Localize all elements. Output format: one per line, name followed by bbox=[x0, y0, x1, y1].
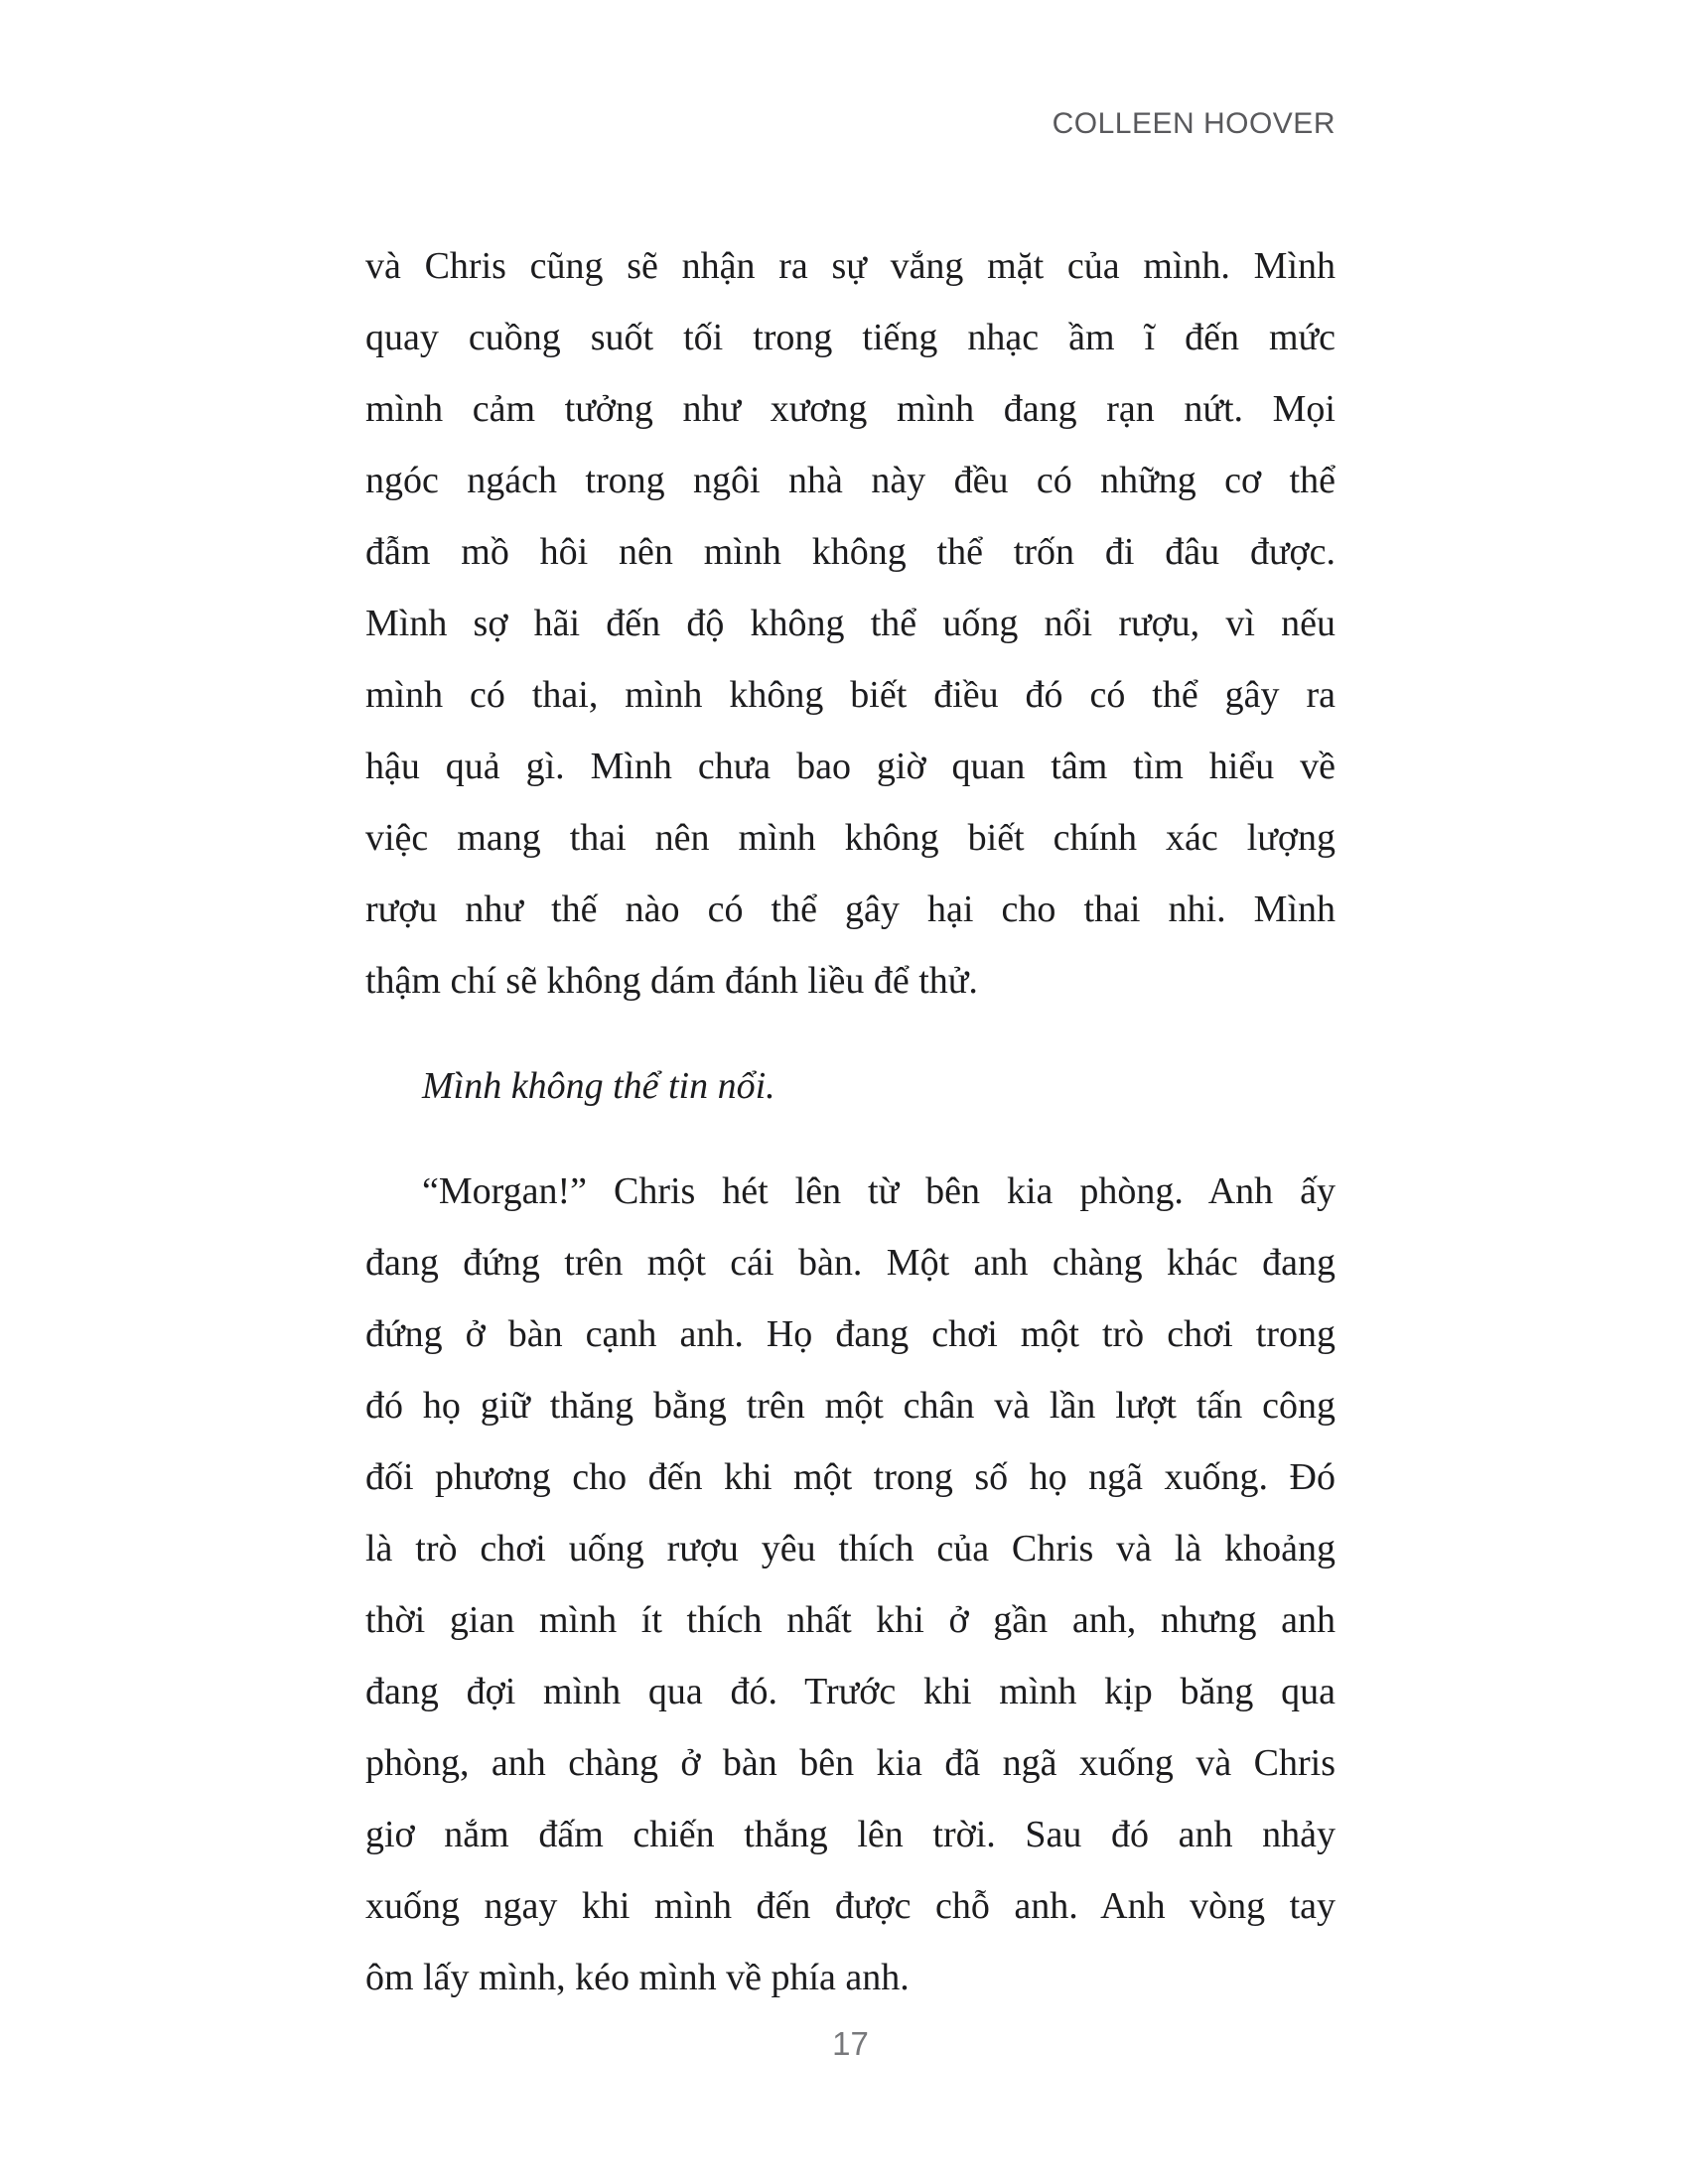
text-line: rượu như thế nào có thể gây hại cho thai nhi. Mình bbox=[365, 888, 1336, 930]
text-line: mình có thai, mình không biết điều đó có thể gây ra bbox=[365, 674, 1336, 716]
running-header: COLLEEN HOOVER bbox=[1052, 107, 1336, 140]
text-line: ôm lấy mình, kéo mình về phía anh. bbox=[365, 1957, 910, 1998]
text-line: hậu quả gì. Mình chưa bao giờ quan tâm tìm hiểu về bbox=[365, 746, 1336, 787]
text-line: thậm chí sẽ không dám đánh liều để thử. bbox=[365, 960, 978, 1002]
text-line: đối phương cho đến khi một trong số họ ngã xuống. Đó bbox=[365, 1456, 1336, 1498]
text-line: Mình sợ hãi đến độ không thể uống nổi rượu, vì nếu bbox=[365, 603, 1336, 644]
text-line: đẫm mồ hôi nên mình không thể trốn đi đâu được. bbox=[365, 531, 1336, 573]
paragraph bbox=[365, 1050, 1336, 1122]
paragraph bbox=[365, 230, 1336, 1017]
page-number: 17 bbox=[832, 2025, 869, 2062]
text-line: ngóc ngách trong ngôi nhà này đều có những cơ thể bbox=[365, 460, 1336, 501]
text-line: mình cảm tưởng như xương mình đang rạn nứt. Mọi bbox=[365, 388, 1336, 430]
text-line: phòng, anh chàng ở bàn bên kia đã ngã xuống và Chris bbox=[365, 1742, 1336, 1784]
text-line: đó họ giữ thăng bằng trên một chân và lần lượt tấn công bbox=[365, 1385, 1336, 1427]
text-line: “Morgan!” Chris hét lên từ bên kia phòng. Anh ấy bbox=[422, 1170, 1336, 1212]
page-body bbox=[365, 230, 1336, 2013]
text-line: là trò chơi uống rượu yêu thích của Chris và là khoảng bbox=[365, 1528, 1336, 1570]
text-line: quay cuồng suốt tối trong tiếng nhạc ầm ĩ đến mức bbox=[365, 317, 1336, 358]
text-line: đang đợi mình qua đó. Trước khi mình kịp băng qua bbox=[365, 1671, 1336, 1712]
text-line: thời gian mình ít thích nhất khi ở gần anh, nhưng anh bbox=[365, 1599, 1336, 1641]
paragraph bbox=[365, 1156, 1336, 2013]
text-line: và Chris cũng sẽ nhận ra sự vắng mặt của mình. Mình bbox=[365, 245, 1336, 287]
text-line: giơ nắm đấm chiến thắng lên trời. Sau đó anh nhảy bbox=[365, 1814, 1336, 1855]
text-line: đứng ở bàn cạnh anh. Họ đang chơi một trò chơi trong bbox=[365, 1313, 1336, 1355]
text-line: việc mang thai nên mình không biết chính xác lượng bbox=[365, 817, 1336, 859]
text-line: Mình không thể tin nổi. bbox=[422, 1065, 775, 1107]
text-line: xuống ngay khi mình đến được chỗ anh. Anh vòng tay bbox=[365, 1885, 1336, 1927]
text-line: đang đứng trên một cái bàn. Một anh chàng khác đang bbox=[365, 1242, 1336, 1284]
